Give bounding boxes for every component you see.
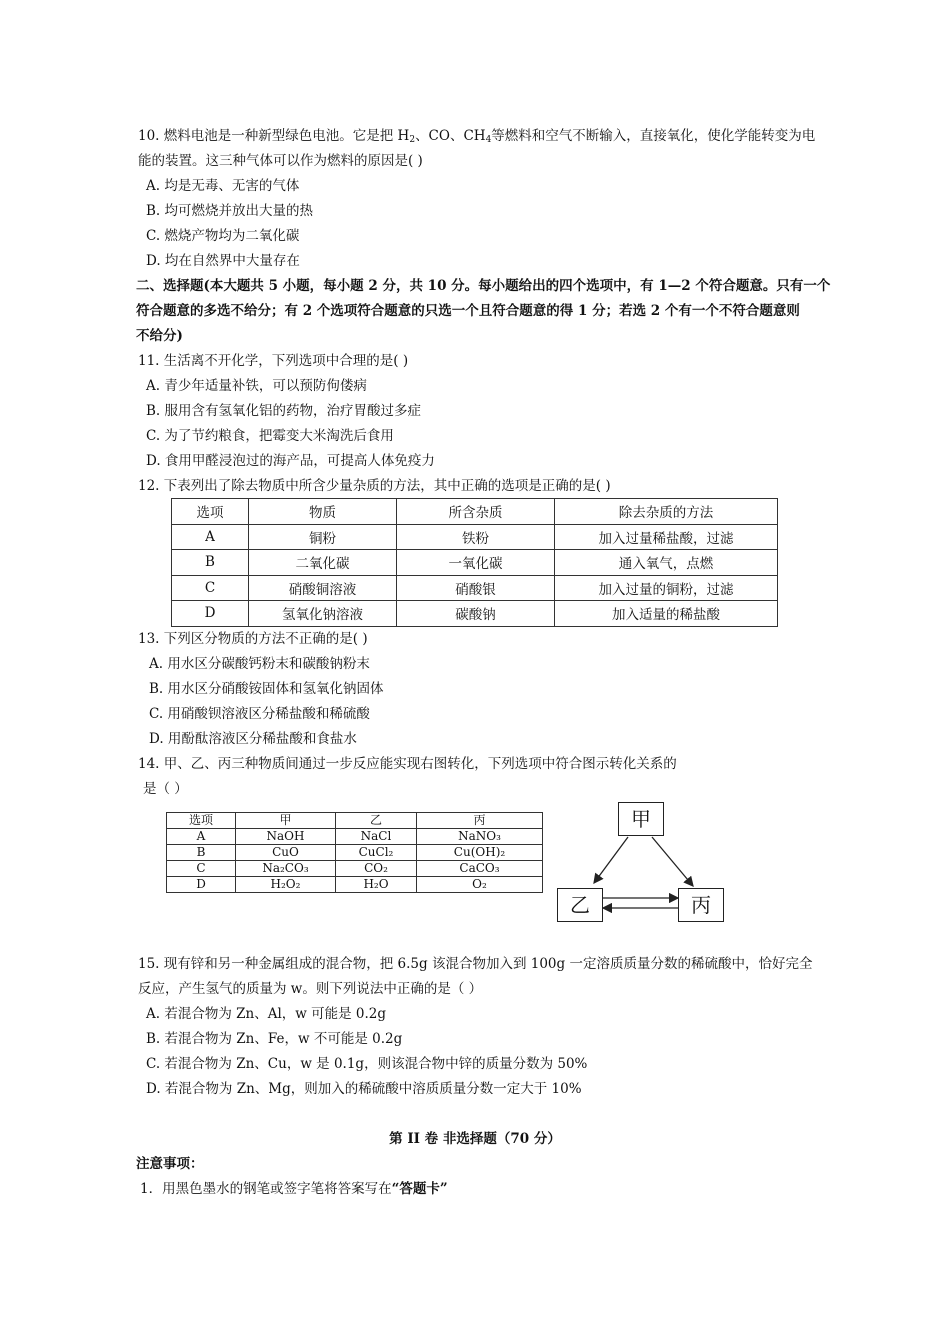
q14-diagram [550,795,730,930]
table-cell: B [167,845,236,861]
table-cell: 碳酸钠 [397,601,555,627]
table-header-row [167,813,543,829]
q10-stem-line2: 能的装置。这三种气体可以作为燃料的原因是( ) [138,153,423,169]
q11-stem: 11. 生活离不开化学，下列选项中合理的是( ) [138,353,409,369]
table-header-row [172,499,778,525]
notice-heading: 注意事项： [136,1156,204,1172]
arrow-top-to-right [652,837,693,886]
table-cell: 一氧化碳 [397,550,555,576]
table-header-cell: 所含杂质 [397,499,555,525]
q15-option-c: C. 若混合物为 Zn、Cu，w 是 0.1g，则该混合物中锌的质量分数为 50% [146,1056,588,1072]
table-cell: 铜粉 [249,524,397,550]
table-cell: 加入适量的稀盐酸 [555,601,778,627]
table-cell: A [172,524,249,550]
table-cell: Na₂CO₃ [236,861,336,877]
q12-table [171,498,778,627]
table-row [172,524,778,550]
table-cell: 通入氧气，点燃 [555,550,778,576]
q14-table [166,812,543,893]
q13-stem: 13. 下列区分物质的方法不正确的是( ) [138,631,368,647]
q13-option-b: B. 用水区分硝酸铵固体和氢氧化钠固体 [149,681,384,697]
q10-option-b: B. 均可燃烧并放出大量的热 [146,203,314,219]
table-header-cell: 乙 [336,813,417,829]
table-cell: 加入过量稀盐酸，过滤 [555,524,778,550]
table-header-cell: 选项 [167,813,236,829]
table-cell: C [172,575,249,601]
notice-item-1: 1．用黑色墨水的钢笔或签字笔将答案写在“答题卡” [140,1181,448,1197]
q15-stem-line2: 反应，产生氢气的质量为 w。则下列说法中正确的是（ ） [138,981,483,997]
q15-option-d: D. 若混合物为 Zn、Mg，则加入的稀硫酸中溶质质量分数一定大于 10% [146,1081,582,1097]
table-row [167,845,543,861]
table-cell: Cu(OH)₂ [417,845,543,861]
table-header-cell: 丙 [417,813,543,829]
table-header-cell: 选项 [172,499,249,525]
table-cell: NaOH [236,829,336,845]
table-cell: A [167,829,236,845]
table-header-cell: 物质 [249,499,397,525]
table-row [167,877,543,893]
q13-option-c: C. 用硝酸钡溶液区分稀盐酸和稀硫酸 [149,706,370,722]
table-cell: 二氧化碳 [249,550,397,576]
table-cell: NaNO₃ [417,829,543,845]
table-cell: CuCl₂ [336,845,417,861]
table-row [172,550,778,576]
table-cell: 硝酸银 [397,575,555,601]
table-cell: 加入过量的铜粉，过滤 [555,575,778,601]
table-cell: CuO [236,845,336,861]
q12-stem: 12. 下表列出了除去物质中所含少量杂质的方法，其中正确的选项是正确的是( ) [138,478,611,494]
q13-option-a: A. 用水区分碳酸钙粉末和碳酸钠粉末 [149,656,370,672]
arrow-top-to-left [594,837,628,883]
table-row [172,575,778,601]
q14-stem-line2: 是（ ） [143,781,188,797]
table-cell: CaCO₃ [417,861,543,877]
q11-option-b: B. 服用含有氢氧化铝的药物，治疗胃酸过多症 [146,403,422,419]
section2-heading-line1: 二、选择题(本大题共 5 小题，每小题 2 分，共 10 分。每小题给出的四个选项中，有 1—2 个符合题意。只有一个 [136,278,831,294]
table-cell: CO₂ [336,861,417,877]
diagram-node-bing: 丙 [678,888,724,922]
table-cell: H₂O [336,877,417,893]
part2-title: 第 II 卷 非选择题（70 分） [389,1131,561,1147]
q14-stem-line1: 14. 甲、乙、丙三种物质间通过一步反应能实现右图转化，下列选项中符合图示转化关系的 [138,756,677,772]
table-row [167,861,543,877]
q10-option-d: D. 均在自然界中大量存在 [146,253,300,269]
q13-option-d: D. 用酚酞溶液区分稀盐酸和食盐水 [149,731,357,747]
q11-option-a: A. 青少年适量补铁，可以预防佝偻病 [146,378,367,394]
diagram-node-yi: 乙 [557,888,603,922]
q10-stem-line1: 10. 燃料电池是一种新型绿色电池。它是把 $H_2$、CO、$CH_4$等燃料和空气不断输入，直接氧化，使化学能转变为电 [138,128,816,145]
table-cell: 硝酸铜溶液 [249,575,397,601]
table-cell: C [167,861,236,877]
table-cell: D [167,877,236,893]
table-header-cell: 甲 [236,813,336,829]
table-cell: H₂O₂ [236,877,336,893]
table-cell: NaCl [336,829,417,845]
q11-option-c: C. 为了节约粮食，把霉变大米淘洗后食用 [146,428,394,444]
table-cell: O₂ [417,877,543,893]
table-row [167,829,543,845]
section2-heading-line2: 符合题意的多选不给分；有 2 个选项符合题意的只选一个且符合题意的得 1 分；若选 2 个有一个不符合题意则 [136,303,800,319]
table-header-cell: 除去杂质的方法 [555,499,778,525]
table-cell: B [172,550,249,576]
table-cell: 铁粉 [397,524,555,550]
q11-option-d: D. 食用甲醛浸泡过的海产品，可提高人体免疫力 [146,453,435,469]
table-cell: D [172,601,249,627]
q10-option-a: A. 均是无毒、无害的气体 [146,178,300,194]
diagram-node-jia: 甲 [618,802,664,836]
q15-option-a: A. 若混合物为 Zn、Al，w 可能是 0.2g [146,1006,387,1022]
q15-option-b: B. 若混合物为 Zn、Fe，w 不可能是 0.2g [146,1031,403,1047]
section2-heading-line3: 不给分) [136,328,183,344]
q15-stem-line1: 15. 现有锌和另一种金属组成的混合物，把 6.5g 该混合物加入到 100g 一定溶质质量分数的稀硫酸中，恰好完全 [138,956,813,972]
q10-option-c: C. 燃烧产物均为二氧化碳 [146,228,300,244]
table-row [172,601,778,627]
table-cell: 氢氧化钠溶液 [249,601,397,627]
